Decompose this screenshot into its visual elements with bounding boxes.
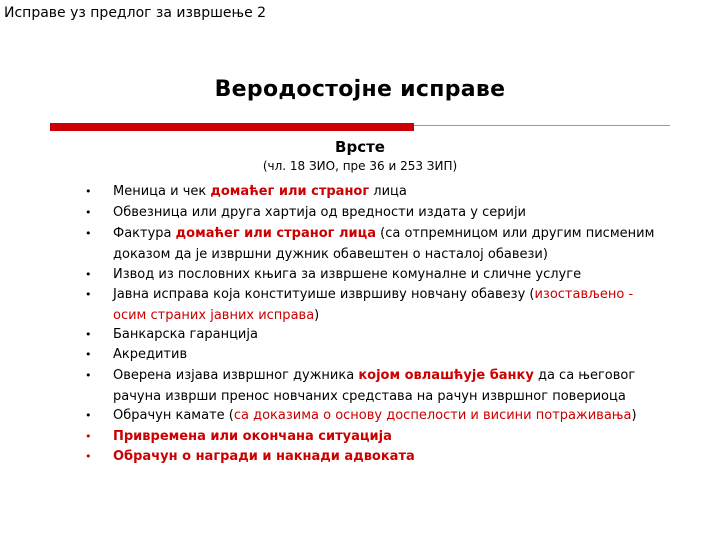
list-item-attorney-fee: Обрачун о награди и накнади адвоката — [113, 449, 415, 464]
bullet-icon: • — [85, 185, 92, 198]
bullet-icon: • — [85, 369, 92, 382]
title-rule-accent — [50, 123, 414, 131]
section-subtitle: Врсте — [335, 138, 385, 156]
list-item-interest-calculation — [113, 406, 673, 426]
list-item-interim-situation: Привремена или окончана ситуација — [113, 429, 392, 444]
list-item-certified-statement — [113, 366, 673, 386]
item-omitted-note: изостављено - — [534, 287, 634, 302]
legal-reference-note: (чл. 18 ЗИО, пре 36 и 253 ЗИП) — [262, 159, 458, 173]
item-emphasis: домаћег или страног лица — [175, 226, 377, 241]
item-text: ) — [314, 308, 320, 323]
list-item-bank-guarantee: Банкарска гаранција — [113, 327, 258, 342]
bullet-icon: • — [85, 348, 92, 361]
list-item-certified-statement-continued: рачуна изврши пренос новчаних средстава на рачун извршног повериоца — [113, 389, 626, 404]
list-item-invoice-continued: доказом да је извршни дужник обавештен о насталој обавези) — [113, 247, 548, 262]
list-item-ledger-extract: Извод из пословних књига за извршене комуналне и сличне услуге — [113, 267, 582, 282]
list-item-bill-of-exchange — [113, 182, 673, 202]
item-text: Обрачун камате ( — [113, 408, 234, 423]
bullet-icon: • — [85, 450, 92, 463]
bullet-icon: • — [85, 328, 92, 341]
list-item-public-document — [113, 285, 673, 305]
item-text: (са отпремницом или другим писменим — [376, 226, 655, 241]
slide-header: Исправе уз предлог за извршење 2 — [4, 5, 267, 21]
bullet-icon: • — [85, 430, 92, 443]
item-text: Фактура — [113, 226, 176, 241]
bullet-icon: • — [85, 206, 92, 219]
item-emphasis: којом овлашћује банку — [358, 368, 534, 383]
item-red-note: са доказима о основу доспелости и висини потраживања — [233, 408, 632, 423]
item-text: Меница и чек — [113, 184, 211, 199]
title-rule-line — [414, 125, 670, 126]
item-text: ) — [631, 408, 637, 423]
item-text: Оверена изјава извршног дужника — [113, 368, 359, 383]
list-item-bond: Обвезница или друга хартија од вредности издата у серији — [113, 205, 527, 220]
slide-title: Веродостојне исправе — [214, 77, 506, 102]
item-emphasis: домаћег или страног — [210, 184, 370, 199]
bullet-icon: • — [85, 288, 92, 301]
list-item-public-document-continued — [113, 306, 673, 326]
bullet-icon: • — [85, 227, 92, 240]
item-text: лица — [369, 184, 407, 199]
list-item-invoice — [113, 224, 673, 244]
list-item-letter-of-credit: Акредитив — [113, 347, 188, 362]
item-omitted-note: осим страних јавних исправа — [113, 308, 315, 323]
bullet-icon: • — [85, 268, 92, 281]
item-text: да са његовог — [533, 368, 636, 383]
item-text: Јавна исправа која конституише извршиву новчану обавезу ( — [113, 287, 535, 302]
bullet-icon: • — [85, 409, 92, 422]
